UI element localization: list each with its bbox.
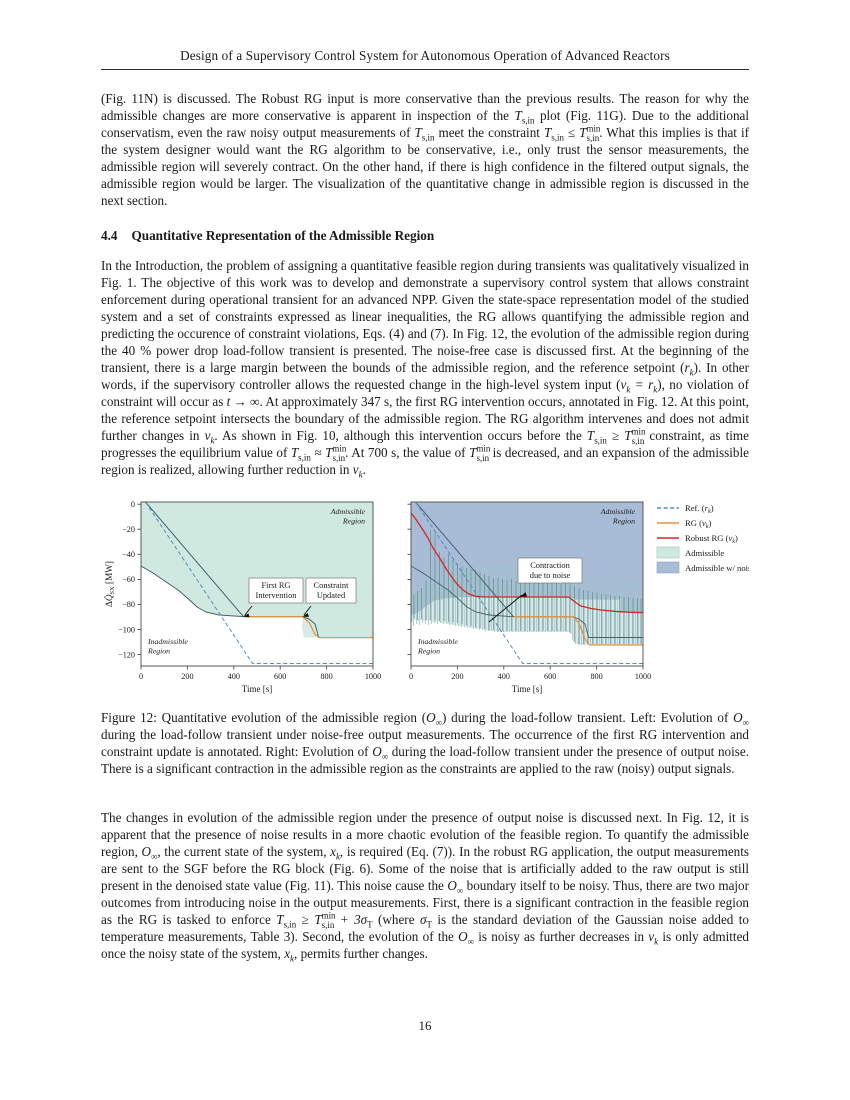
- math-vk-3: $v_k$: [648, 929, 659, 947]
- right-x-tick-labels: [409, 672, 651, 681]
- p2-text-b: ). In other words, if the supervisory controller allows the requested change in the high-level system input (: [101, 360, 749, 392]
- caption-b: ) during the load-follow transient. Left: Evolution of: [441, 710, 734, 725]
- math-tsin-2: $T_{s,in}$: [414, 125, 435, 143]
- svg-text:Intervention: Intervention: [255, 591, 297, 600]
- math-oinf-2: $O_\infty$: [447, 878, 464, 896]
- svg-text:Region: Region: [418, 646, 441, 656]
- math-vk-eq-rk: $v_k = r_k$: [620, 377, 658, 395]
- math-xk-2: $x_k$: [284, 946, 295, 964]
- p2-text-f: . As shown in Fig. 10, although this intervention occurs before the: [214, 428, 587, 443]
- spacer-1: [101, 209, 749, 228]
- right-x-ticks: [411, 666, 643, 670]
- p2-text-d: . At approximately: [259, 394, 361, 409]
- svg-text:Updated: Updated: [316, 591, 346, 600]
- p2-text-a: In the Introduction, the problem of assigning a quantitative feasible region during transients was qualitatively visualized in Fig. 1. The objective of this work was to develop and demonstrate a supervisory control system that allows constraint enforcement during operational transient for an advanced NPP. Given the state-space representation model of the studied system and a set of constraints expressed as linear inequalities, the RG allows quantifying the admissible region and predicting the occurence of constraint violations, Eqs. (4) and (7). In Fig. 12, the evolution of the admissible region during the 40 % power drop load-follow transient is presented. The noise-free case is discussed first. At the beginning of the transient, there is a large margin between the bounds of the admissible region, and the reference setpoint (: [101, 258, 749, 375]
- right-region-label-inadmissible: [417, 637, 458, 656]
- p1-text-a: (Fig. 11N) is discussed. The Robust RG input is more conservative than the previous results. The reason for why the admissible changes are more conservative is apparent in inspection of the: [101, 91, 749, 123]
- svg-text:Contraction: Contraction: [530, 561, 570, 570]
- p3-text-c: , is required (Eq. (7)). In the robust RG application, the output measurements are sent to the SGF before the RG block (Fig. 6). Some of the noise that is artificially added to the raw output is still present in the denoised state value (Fig. 11). This noise cause the: [101, 844, 749, 894]
- svg-text:0: 0: [130, 500, 135, 509]
- p3-text-d: boundary itself to be noisy. Thus, there are two major outcomes from introducing noise in the output measurements. First, there is a significant contraction in the feasible region as the RG is tasked to enforce: [101, 878, 750, 928]
- svg-text:−40: −40: [122, 550, 135, 560]
- left-x-axis-label: Time [s]: [241, 684, 273, 694]
- svg-text:due to noise: due to noise: [529, 571, 571, 580]
- legend-label-rg: RG (vk): [685, 518, 712, 530]
- p2-text-j: is decreased, and an expansion of the admissible region is realized, allowing further reduction in: [101, 445, 749, 477]
- right-x-axis-label: Time [s]: [511, 684, 543, 694]
- math-tsinmin: $T^{min}_{s,in}$: [469, 443, 491, 463]
- left-y-axis-label: [104, 561, 116, 607]
- math-tsin-1: $T_{s,in}$: [514, 108, 535, 126]
- page-content: [101, 48, 749, 962]
- math-t-to-inf: t → ∞: [226, 394, 260, 409]
- svg-text:Admissible: Admissible: [330, 507, 365, 516]
- math-oinf-c1: $O_\infty$: [426, 710, 442, 728]
- p1-text-d: . What this implies is that if the system designer would want the RG algorithm to be conservative, i.e., only trust the sensor measurements, the admissible region will severely contract. On the other hand, if there is high confidence in the filtered output signals, the admissible region would be larger. The visualization of the quantitative change in admissible region is discussed in the next section.: [101, 125, 749, 208]
- svg-text:ΔQ̇SX [MW]: $\Delta Q̇_{SX}$ [MW]: [104, 561, 116, 607]
- legend-swatch-admissible: [657, 547, 679, 558]
- svg-text:800: 800: [590, 672, 603, 681]
- paragraph-1: [101, 90, 749, 209]
- left-region-label-inadmissible: [147, 637, 188, 656]
- math-700s: 700 s: [367, 445, 397, 460]
- section-heading: [101, 228, 749, 244]
- left-y-tick-labels: [118, 500, 135, 659]
- svg-text:−100: −100: [118, 625, 135, 635]
- svg-text:Admissible: Admissible: [600, 507, 635, 516]
- spacer-2: [101, 244, 749, 257]
- p3-text-h: is only admitted once the noisy state of the system,: [101, 929, 749, 962]
- p2-text-k: .: [362, 462, 366, 477]
- legend-label-robust-rg: Robust RG (vk): [685, 533, 738, 545]
- p3-text-i: , permits further changes.: [294, 946, 428, 962]
- svg-text:1000: 1000: [634, 672, 652, 681]
- paragraph-3: [101, 809, 749, 962]
- math-oinf-1: $O_\infty$: [141, 844, 158, 862]
- p2-text-e: , the first RG intervention occurs, annotated in Fig. 12. At this point, the reference setpoint intersects the boundary of the admissible region. The RG algorithm intervenes and does not admit further changes in: [101, 394, 749, 443]
- svg-text:400: 400: [497, 672, 510, 681]
- paragraph-2: [101, 257, 749, 478]
- figure-12-canvas: [101, 494, 749, 699]
- p3-text-a: The changes in evolution of the admissible region under the presence of output noise is discussed next. In Fig. 12, it is apparent that the presence of noise results in a more chaotic evolution of the feasible region. To quantify the admissible region,: [101, 810, 749, 860]
- figure-caption: [101, 709, 749, 777]
- left-panel: [104, 500, 381, 694]
- svg-text:−80: −80: [122, 600, 135, 610]
- svg-text:Constraint: Constraint: [313, 581, 349, 590]
- svg-text:−60: −60: [122, 575, 135, 585]
- caption-a: Quantitative evolution of the admissible region (: [156, 710, 427, 725]
- svg-text:Region: Region: [612, 516, 635, 526]
- section-number: 4.4: [101, 228, 118, 243]
- legend-label-ref: Ref. (rk): [685, 503, 714, 515]
- svg-text:1000: 1000: [364, 672, 382, 681]
- math-vk-1: $v_k$: [204, 428, 215, 446]
- math-sigma-t: $\sigma_T$: [419, 912, 432, 930]
- section-title: Quantitative Representation of the Admissible Region: [131, 228, 435, 243]
- svg-text:−20: −20: [122, 525, 135, 534]
- svg-text:Inadmissible: Inadmissible: [418, 637, 458, 646]
- svg-text:200: 200: [451, 672, 464, 681]
- p3-text-b: , the current state of the system,: [157, 844, 331, 860]
- svg-text:400: 400: [227, 672, 240, 681]
- running-head: Design of a Supervisory Control System for Autonomous Operation of Advanced Reactors: [180, 48, 670, 63]
- math-xk-1: $x_k$: [330, 844, 340, 862]
- math-tsin-approx: $T_{s,in} \approx T^{min}_{s,in}$: [290, 443, 347, 463]
- math-oinf-c2: $O_\infty$: [733, 710, 749, 728]
- header-rule: [101, 69, 749, 70]
- math-tsin-constraint: $T_{s,in} \le T^{min}_{s,in}$: [543, 123, 601, 143]
- legend-label-admissible: Admissible: [685, 548, 725, 559]
- figure-12-svg: [101, 494, 749, 699]
- caption-c: during the load-follow transient under noise-free output measurements. The occurrence of the first RG intervention and constraint update is annotated. Right: Evolution of: [101, 727, 749, 759]
- p3-text-f: is the standard deviation of the Gaussian noise added to temperature measurements, Table 3). Second, the evolution of the: [101, 912, 750, 945]
- math-tsin-ge: $T_{s,in} \ge T^{min}_{s,in}$: [586, 426, 646, 446]
- legend-label-admissible-noise: Admissible w/ noise: [685, 563, 749, 574]
- right-panel: [408, 502, 652, 694]
- svg-text:200: 200: [181, 672, 194, 681]
- svg-text:Inadmissible: Inadmissible: [148, 637, 188, 646]
- left-y-ticks: [138, 504, 142, 654]
- p2-text-g: constraint, as time progresses the equilibrium value of: [101, 428, 749, 460]
- legend-swatch-admissible-noise: [657, 562, 679, 573]
- left-x-ticks: [141, 666, 373, 670]
- svg-text:600: 600: [544, 672, 557, 681]
- math-rk-1: $r_k$: [684, 360, 694, 378]
- p3-text-e: (where: [372, 912, 420, 928]
- math-tsin-3sigma: $T_{s,in} \ge T^{min}_{s,in} + 3\sigma_T$: [276, 910, 373, 930]
- p1-text-b: plot (Fig. 11G). Due to the additional conservatism, even the raw noisy output measurements of: [101, 108, 750, 140]
- svg-text:−120: −120: [118, 650, 135, 660]
- math-vk-2: $v_k$: [352, 462, 363, 480]
- svg-text:0: 0: [138, 672, 144, 681]
- figure-legend: [657, 503, 749, 573]
- p2-text-h: . At: [345, 445, 368, 460]
- math-oinf-3: $O_\infty$: [458, 929, 475, 947]
- left-x-tick-labels: [139, 672, 381, 681]
- p3-text-g: is noisy as further decreases in: [474, 929, 649, 945]
- p1-text-c: meet the constraint: [434, 125, 544, 140]
- svg-text:Region: Region: [342, 516, 365, 526]
- math-oinf-c3: $O_\infty$: [372, 744, 389, 762]
- spacer-3: [101, 790, 749, 809]
- math-347s: 347 s: [361, 394, 390, 409]
- p2-text-i: , the value of: [396, 445, 470, 460]
- svg-text:800: 800: [320, 672, 333, 681]
- svg-text:0: 0: [408, 672, 414, 681]
- right-y-ticks: [408, 504, 412, 654]
- figure-label: Figure 12:: [101, 710, 157, 725]
- caption-d: during the load-follow transient under the presence of output noise. There is a significant contraction in the admissible region as the constraints are applied to the raw (noisy) output signals.: [101, 744, 749, 776]
- svg-text:Region: Region: [148, 646, 171, 656]
- figure-12: [101, 494, 749, 777]
- svg-text:600: 600: [274, 672, 287, 681]
- page-number: 16: [418, 1018, 432, 1033]
- p2-text-c: ), no violation of constraint will occur as: [101, 377, 749, 409]
- svg-text:First RG: First RG: [261, 581, 291, 590]
